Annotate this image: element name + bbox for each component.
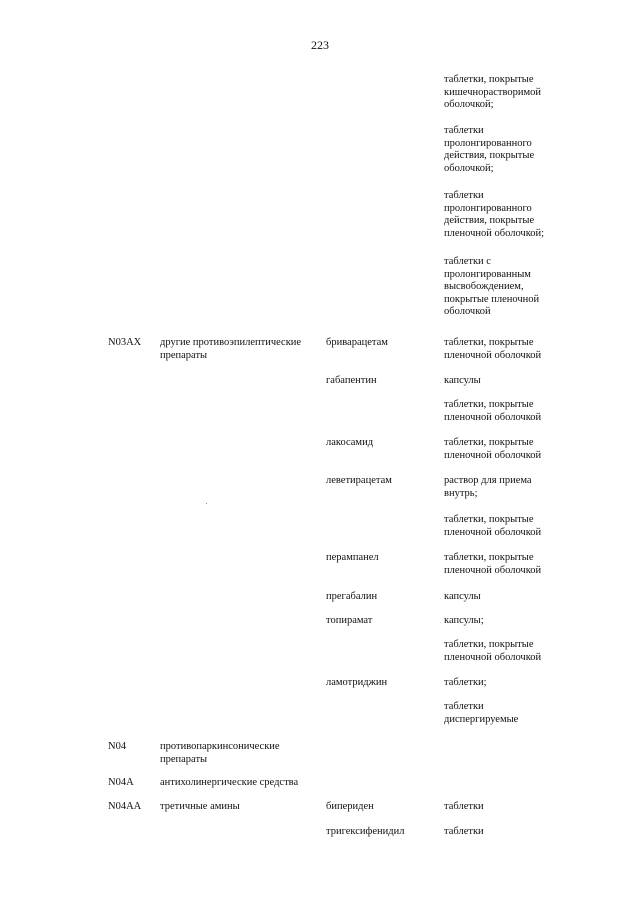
dosage-form: таблетки bbox=[444, 826, 484, 837]
drug-name: габапентин bbox=[326, 375, 377, 386]
atc-code: N04 bbox=[108, 741, 127, 752]
dosage-form: раствор для приема внутрь; bbox=[444, 475, 532, 499]
page-number: 223 bbox=[311, 38, 329, 52]
drug-name: лакосамид bbox=[326, 437, 374, 448]
atc-group-name: антихолинергические средства bbox=[160, 777, 299, 788]
drug-name: бипериден bbox=[326, 801, 374, 812]
dosage-form: таблетки, покрытые пленочной оболочкой bbox=[444, 437, 542, 461]
drug-name: леветирацетам bbox=[326, 475, 392, 486]
drug-name: перампанел bbox=[326, 552, 379, 563]
atc-code: N03AX bbox=[108, 337, 142, 348]
drug-name: прегабалин bbox=[326, 591, 378, 602]
drug-name: бриварацетам bbox=[326, 337, 388, 348]
atc-code: N04A bbox=[108, 777, 134, 788]
atc-code: N04AA bbox=[108, 801, 142, 812]
dosage-form: таблетки с пролонгированным высвобождением, покрытые пленочной оболочкой bbox=[444, 256, 540, 317]
atc-group-name: противопаркинсонические препараты bbox=[160, 741, 280, 765]
atc-group-name: третичные амины bbox=[160, 801, 240, 812]
dosage-form: таблетки; bbox=[444, 677, 487, 688]
dosage-form: таблетки, покрытые пленочной оболочкой bbox=[444, 552, 542, 576]
dosage-form: таблетки, покрытые кишечнорастворимой оболочкой; bbox=[444, 74, 542, 110]
scan-speck bbox=[206, 503, 207, 504]
drug-name: ламотриджин bbox=[326, 677, 388, 688]
drug-name: тригексифенидил bbox=[326, 826, 405, 837]
dosage-form: таблетки пролонгированного действия, покрытые оболочкой; bbox=[444, 125, 535, 174]
dosage-form: таблетки, покрытые пленочной оболочкой bbox=[444, 639, 542, 663]
dosage-form: таблетки, покрытые пленочной оболочкой bbox=[444, 514, 542, 538]
drug-name: топирамат bbox=[326, 615, 373, 626]
dosage-form: капсулы; bbox=[444, 615, 484, 626]
dosage-form: таблетки bbox=[444, 801, 484, 812]
dosage-form: капсулы bbox=[444, 591, 481, 602]
dosage-form: таблетки диспергируемые bbox=[444, 701, 519, 725]
dosage-form: капсулы bbox=[444, 375, 481, 386]
dosage-form: таблетки, покрытые пленочной оболочкой bbox=[444, 337, 542, 361]
dosage-form: таблетки, покрытые пленочной оболочкой bbox=[444, 399, 542, 423]
atc-group-name: другие противоэпилептические препараты bbox=[160, 337, 302, 361]
dosage-form: таблетки пролонгированного действия, покрытые пленочной оболочкой; bbox=[444, 190, 545, 239]
